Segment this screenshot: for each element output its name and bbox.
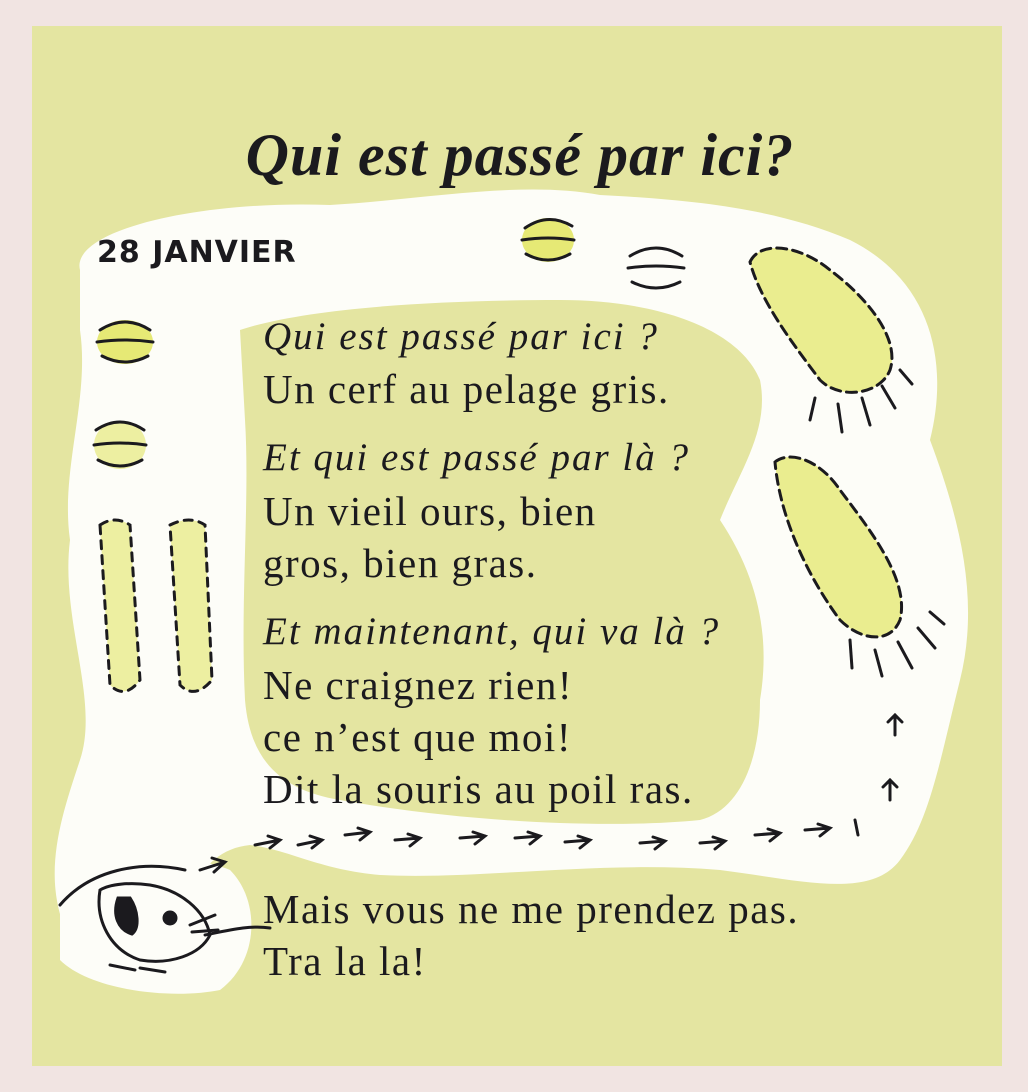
poem-line: Et maintenant, qui va là ?: [263, 610, 721, 653]
poem-line: gros, bien gras.: [263, 540, 538, 586]
poem-line: Dit la souris au poil ras.: [263, 766, 694, 812]
date-label: 28 JANVIER: [97, 235, 297, 270]
poem-line: Un cerf au pelage gris.: [263, 366, 670, 412]
poem-line: Mais vous ne me prendez pas.: [263, 886, 800, 932]
page-title: Qui est passé par ici?: [245, 122, 795, 188]
poem-line: Tra la la!: [263, 938, 427, 984]
poem-line: Un vieil ours, bien: [263, 488, 597, 534]
poem-line: Et qui est passé par là ?: [263, 436, 690, 479]
poem-line: Qui est passé par ici ?: [263, 315, 659, 358]
poem-line: ce n’est que moi!: [263, 714, 572, 760]
poem-line: Ne craignez rien!: [263, 662, 574, 708]
